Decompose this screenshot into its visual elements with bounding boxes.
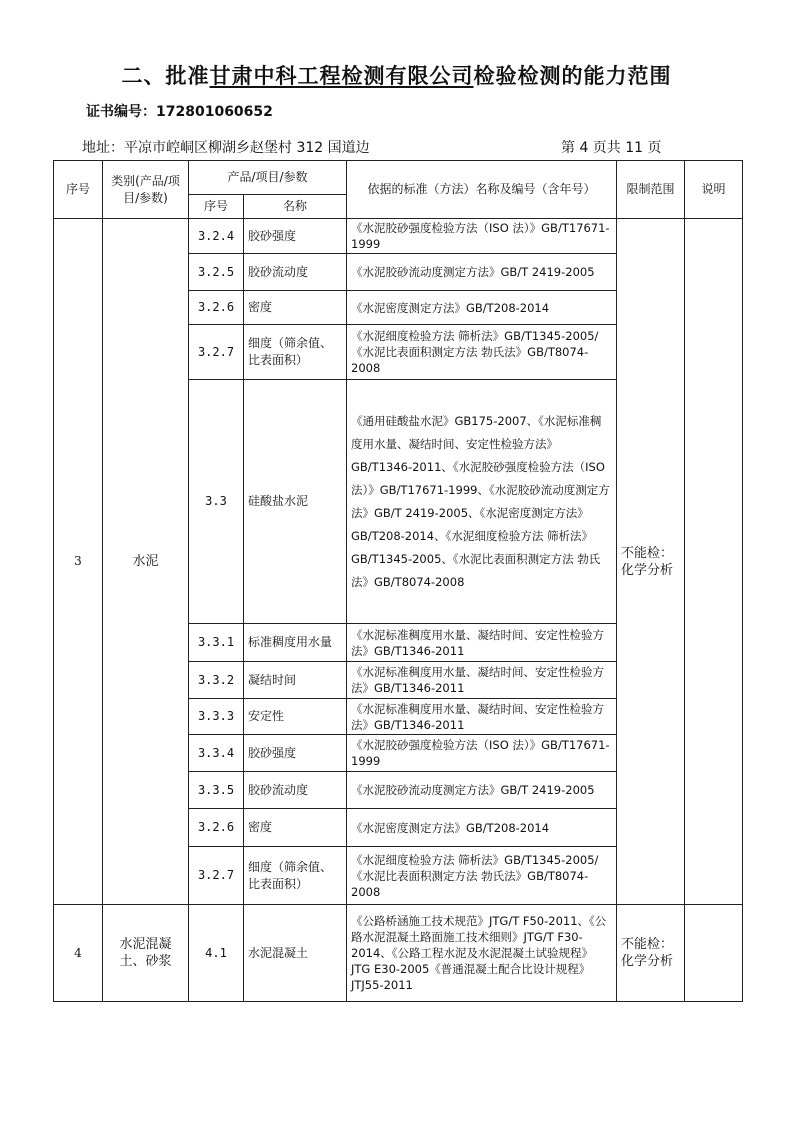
address: 地址：平凉市崆峒区柳湖乡赵堡村 312 国道边 xyxy=(82,140,370,156)
group-note xyxy=(685,905,743,1002)
item-number: 3.2.7 xyxy=(189,325,244,380)
header-product: 产品/项目/参数 xyxy=(189,161,347,195)
item-name: 细度（筛余值、比表面积） xyxy=(244,325,347,380)
group-limit: 不能检：化学分析 xyxy=(617,219,685,905)
item-name: 密度 xyxy=(244,291,347,325)
item-number: 3.2.5 xyxy=(189,254,244,291)
title-prefix: 二、批准 xyxy=(121,64,210,88)
item-name: 硅酸盐水泥 xyxy=(244,380,347,624)
item-number: 3.3.2 xyxy=(189,662,244,699)
item-number: 3.2.6 xyxy=(189,291,244,325)
header-seq: 序号 xyxy=(54,161,103,219)
header-sub-seq: 序号 xyxy=(189,195,244,219)
item-standard: 《水泥胶砂流动度测定方法》GB/T 2419-2005 xyxy=(347,254,617,291)
item-number: 4.1 xyxy=(189,905,244,1002)
item-number: 3.2.6 xyxy=(189,809,244,847)
item-standard: 《水泥标准稠度用水量、凝结时间、安定性检验方法》GB/T1346-2011 xyxy=(347,699,617,735)
item-standard: 《水泥标准稠度用水量、凝结时间、安定性检验方法》GB/T1346-2011 xyxy=(347,624,617,662)
group-category: 水泥混凝土、砂浆 xyxy=(103,905,189,1002)
item-standard: 《水泥胶砂流动度测定方法》GB/T 2419-2005 xyxy=(347,772,617,809)
item-number: 3.3.1 xyxy=(189,624,244,662)
item-standard: 《水泥细度检验方法 筛析法》GB/T1345-2005/《水泥比表面积测定方法 勃氏法》GB/T8074-2008 xyxy=(347,847,617,905)
header-sub-name: 名称 xyxy=(244,195,347,219)
group-limit: 不能检：化学分析 xyxy=(617,905,685,1002)
header-standard: 依据的标准（方法）名称及编号（含年号） xyxy=(347,161,617,219)
capability-table xyxy=(53,160,743,1002)
table-row xyxy=(54,905,743,1002)
item-standard: 《水泥胶砂强度检验方法（ISO 法）》GB/T17671-1999 xyxy=(347,735,617,772)
group-seq: 4 xyxy=(54,905,103,1002)
group-note xyxy=(685,219,743,905)
item-name: 凝结时间 xyxy=(244,662,347,699)
item-number: 3.3 xyxy=(189,380,244,624)
item-name: 水泥混凝土 xyxy=(244,905,347,1002)
item-number: 3.3.4 xyxy=(189,735,244,772)
item-standard: 《水泥密度测定方法》GB/T208-2014 xyxy=(347,809,617,847)
page-info: 第 4 页共 11 页 xyxy=(561,140,662,156)
title-suffix: 检验检测的能力范围 xyxy=(473,64,672,88)
item-number: 3.2.4 xyxy=(189,219,244,254)
group-category: 水泥 xyxy=(103,219,189,905)
header-category: 类别(产品/项目/参数) xyxy=(103,161,189,219)
item-number: 3.2.7 xyxy=(189,847,244,905)
item-name: 密度 xyxy=(244,809,347,847)
item-number: 3.3.5 xyxy=(189,772,244,809)
item-standard: 《通用硅酸盐水泥》GB175-2007、《水泥标准稠度用水量、凝结时间、安定性检验方法》GB/T1346-2011、《水泥胶砂强度检验方法（ISO法）》GB/T17671-1999、《水泥胶砂流动度测定方法》GB/T 2419-2005、《水泥密度测定方法》GB/T208-2014、《水泥细度检验方法 筛析法》GB/T1345-2005、《水泥比表面积测定方法 勃氏法》GB/T8074-2008 xyxy=(347,380,617,624)
item-standard: 《水泥细度检验方法 筛析法》GB/T1345-2005/《水泥比表面积测定方法 勃氏法》GB/T8074-2008 xyxy=(347,325,617,380)
header-limit: 限制范围 xyxy=(617,161,685,219)
item-standard: 《公路桥涵施工技术规范》JTG/T F50-2011、《公路水泥混凝土路面施工技术细则》JTG/T F30-2014、《公路工程水泥及水泥混凝土试验规程》JTG E30-2005《普通混凝土配合比设计规程》JTJ55-2011 xyxy=(347,905,617,1002)
item-standard: 《水泥密度测定方法》GB/T208-2014 xyxy=(347,291,617,325)
item-name: 细度（筛余值、比表面积） xyxy=(244,847,347,905)
item-name: 标准稠度用水量 xyxy=(244,624,347,662)
item-name: 安定性 xyxy=(244,699,347,735)
item-standard: 《水泥标准稠度用水量、凝结时间、安定性检验方法》GB/T1346-2011 xyxy=(347,662,617,699)
page-title xyxy=(0,60,793,90)
item-number: 3.3.3 xyxy=(189,699,244,735)
title-company: 甘肃中科工程检测有限公司 xyxy=(209,64,474,88)
item-name: 胶砂强度 xyxy=(244,735,347,772)
item-name: 胶砂流动度 xyxy=(244,772,347,809)
header-note: 说明 xyxy=(685,161,743,219)
item-name: 胶砂流动度 xyxy=(244,254,347,291)
group-seq: 3 xyxy=(54,219,103,905)
certificate-number: 证书编号：172801060652 xyxy=(86,104,273,120)
table-row xyxy=(54,219,743,254)
item-name: 胶砂强度 xyxy=(244,219,347,254)
item-standard: 《水泥胶砂强度检验方法（ISO 法）》GB/T17671-1999 xyxy=(347,219,617,254)
